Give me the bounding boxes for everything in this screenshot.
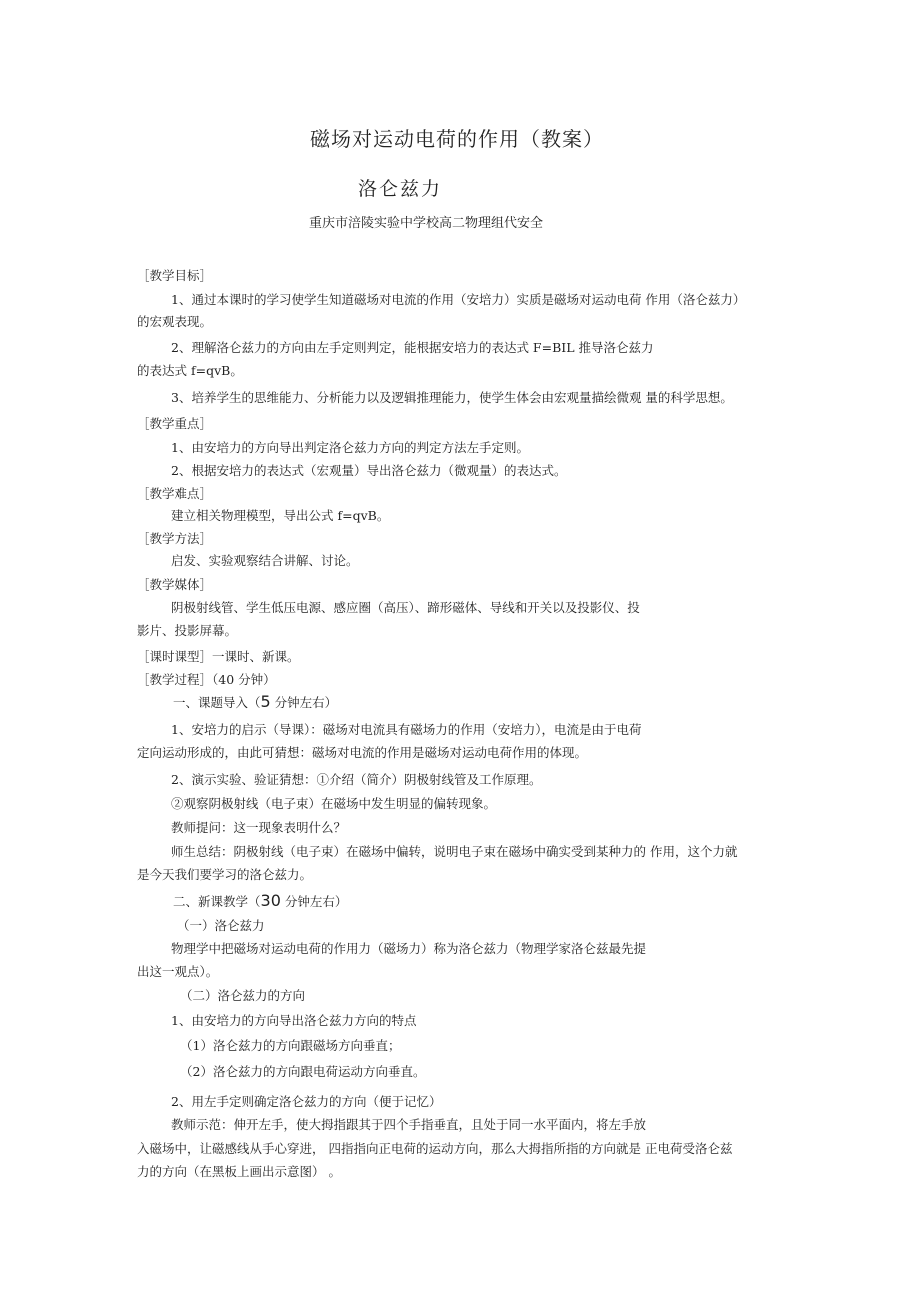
author-line: 重庆市涪陵实验中学校高二物理组代安全 <box>309 216 544 231</box>
summary-line-1: 师生总结：阴极射线（电子束）在磁场中偏转，说明电子束在磁场中确实受到某种力的 作用，这个力就 <box>171 844 738 859</box>
part-1-suffix: 分钟左右） <box>270 695 338 710</box>
objective-1-line-1: 1、通过本课时的学习使学生知道磁场对电流的作用（安培力）实质是磁场对运动电荷 作用（洛仑兹力） <box>171 292 746 307</box>
part-1-heading <box>173 694 337 711</box>
key-point-2: 2、根据安培力的表达式（宏观量）导出洛仑兹力（微观量）的表达式。 <box>171 463 567 478</box>
page-subtitle: 洛仑兹力 <box>358 178 443 200</box>
demo-line-1: 教师示范：伸开左手，使大拇指跟其于四个手指垂直，且处于同一水平面内，将左手放 <box>171 1117 647 1132</box>
process-heading-line <box>137 672 276 688</box>
intro-2: 2、演示实验、验证猜想：①介绍（简介）阴极射线管及工作原理。 <box>171 772 542 787</box>
difficulties-heading: ［教学难点］ <box>137 486 213 501</box>
objectives-heading: ［教学目标］ <box>137 268 213 283</box>
methods-text: 启发、实验观察结合讲解、讨论。 <box>171 553 359 568</box>
summary-line-2: 是今天我们要学习的洛仑兹力。 <box>137 867 313 882</box>
part-1-prefix: 一、课题导入（ <box>173 695 261 710</box>
part-2-minutes: 30 <box>260 891 281 910</box>
intro-1-line-2: 定向运动形成的，由此可猜想：磁场对电流的作用是磁场对运动电荷作用的体现。 <box>137 745 588 760</box>
section-1-line-1: 物理学中把磁场对运动电荷的作用力（磁场力）称为洛仑兹力（物理学家洛仑兹最先提 <box>171 941 647 956</box>
section-1-heading: （一）洛仑兹力 <box>177 918 265 933</box>
section-2-sub-2: （2）洛仑兹力的方向跟电荷运动方向垂直。 <box>180 1064 426 1079</box>
objective-3: 3、培养学生的思维能力、分析能力以及逻辑推理能力，使学生体会由宏观量描绘微观 量的科学思想。 <box>171 390 733 405</box>
process-heading: ［教学过程］ <box>137 672 213 687</box>
media-line-2: 影片、投影屏幕。 <box>137 623 238 638</box>
part-1-minutes: 5 <box>260 692 271 711</box>
media-heading: ［教学媒体］ <box>137 577 213 592</box>
objective-2-line-2: 的表达式 f=qvB。 <box>137 363 243 378</box>
process-duration: （40 分钟） <box>212 672 276 687</box>
part-2-heading <box>173 893 347 910</box>
key-point-1: 1、由安培力的方向导出判定洛仑兹力方向的判定方法左手定则。 <box>171 440 529 455</box>
intro-1-line-1: 1、安培力的启示（导课）：磁场对电流具有磁场力的作用（安培力），电流是由于电荷 <box>171 722 642 737</box>
intro-3: ②观察阴极射线（电子束）在磁场中发生明显的偏转现象。 <box>171 796 497 811</box>
part-2-prefix: 二、新课教学（ <box>173 894 261 909</box>
key-points-heading: ［教学重点］ <box>137 416 213 431</box>
methods-heading: ［教学方法］ <box>137 531 213 546</box>
section-2-sub-1: （1）洛仑兹力的方向跟磁场方向垂直； <box>180 1038 401 1053</box>
section-2-heading: （二）洛仑兹力的方向 <box>180 988 306 1003</box>
page-title: 磁场对运动电荷的作用（教案） <box>310 127 604 151</box>
media-line-1: 阴极射线管、学生低压电源、感应圈（高压）、蹄形磁体、导线和开关以及投影仪、投 <box>171 600 640 615</box>
lesson-type: ［课时课型］一课时、新课。 <box>137 649 300 664</box>
demo-line-3: 力的方向（在黑板上画出示意图） 。 <box>137 1164 341 1179</box>
section-1-line-2: 出这一观点）。 <box>137 964 219 979</box>
demo-line-2: 入磁场中，让磁感线从手心穿进， 四指指向正电荷的运动方向，那么大拇指所指的方向就是 正电荷受洛仑兹 <box>137 1141 733 1156</box>
part-2-suffix: 分钟左右） <box>280 894 348 909</box>
objective-1-line-2: 的宏观表现。 <box>137 314 213 329</box>
section-2-item-2: 2、用左手定则确定洛仑兹力的方向（便于记忆） <box>171 1094 442 1109</box>
difficulties-text: 建立相关物理模型，导出公式 f=qvB。 <box>171 508 390 523</box>
section-2-item-1: 1、由安培力的方向导出洛仑兹力方向的特点 <box>171 1013 417 1028</box>
objective-2-line-1: 2、理解洛仑兹力的方向由左手定则判定，能根据安培力的表达式 F=BIL 推导洛仑兹力 <box>171 340 654 355</box>
teacher-question: 教师提问：这一现象表明什么？ <box>171 820 347 835</box>
